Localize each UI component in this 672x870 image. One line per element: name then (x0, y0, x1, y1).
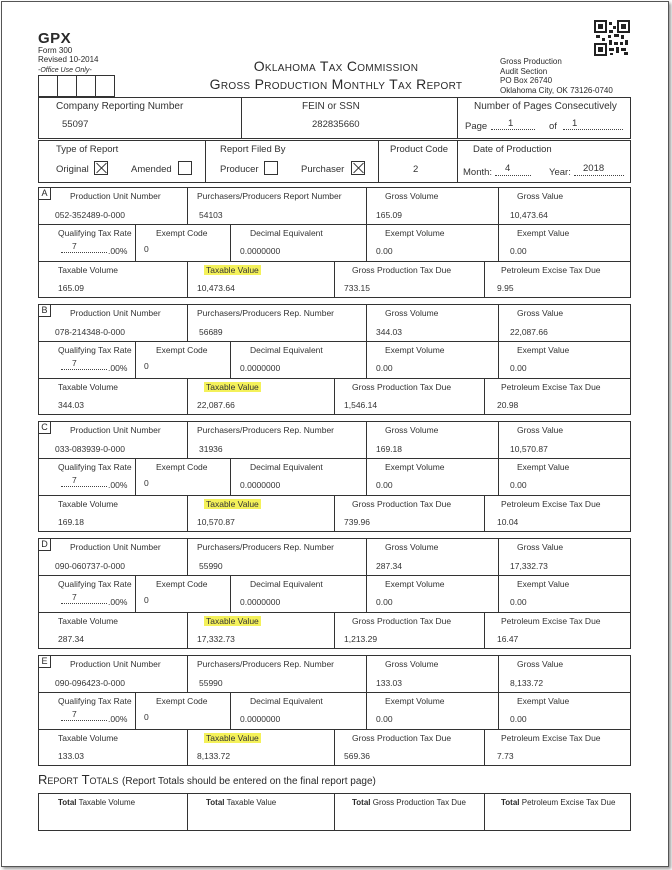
tax-rate-label: Qualifying Tax Rate (58, 345, 132, 355)
gp-tax-due-value[interactable]: 739.96 (344, 517, 370, 527)
office-use-label: -Office Use Only- (38, 67, 92, 74)
exempt-value-label: Exempt Value (517, 579, 570, 589)
company-number-label: Company Reporting Number (56, 101, 184, 112)
gross-volume-value[interactable]: 165.09 (376, 210, 402, 220)
exempt-value-value[interactable]: 0.00 (510, 480, 527, 490)
section-letter: B (38, 304, 51, 317)
divider (38, 575, 631, 576)
divider (187, 495, 188, 532)
pp-number-label: Purchasers/Producers Rep. Number (197, 308, 335, 318)
exempt-code-label: Exempt Code (156, 696, 208, 706)
pe-tax-due-label: Petroleum Excise Tax Due (501, 382, 601, 392)
divider (135, 575, 136, 612)
decimal-value[interactable]: 0.0000000 (240, 714, 281, 724)
gp-tax-due-value[interactable]: 569.36 (344, 751, 370, 761)
unit-number-value[interactable]: 033-083939-0-000 (55, 444, 125, 454)
unit-number-label: Production Unit Number (70, 425, 161, 435)
exempt-volume-label: Exempt Volume (385, 228, 445, 238)
year-value: 2018 (583, 163, 605, 174)
unit-number-value[interactable]: 090-096423-0-000 (55, 678, 125, 688)
exempt-code-value[interactable]: 0 (144, 595, 149, 605)
taxable-value-value[interactable]: 17,332.73 (197, 634, 235, 644)
taxable-volume-label: Taxable Volume (58, 733, 119, 743)
form-number: Form 300 (38, 46, 73, 55)
pp-number-label: Purchasers/Producers Rep. Number (197, 425, 335, 435)
divider (241, 97, 242, 139)
total-pe-tax-label: Petroleum Excise Tax Due (521, 798, 616, 807)
tax-rate-percent: .00% (108, 597, 128, 607)
divider (38, 458, 631, 459)
exempt-volume-value[interactable]: 0.00 (376, 363, 393, 373)
total-gp-tax-label: Gross Production Tax Due (372, 798, 466, 807)
form-code: GPX (38, 30, 72, 47)
taxable-volume-value[interactable]: 133.03 (58, 751, 84, 761)
divider (187, 421, 188, 458)
qr-code-icon (594, 20, 630, 56)
pe-tax-due-label: Petroleum Excise Tax Due (501, 499, 601, 509)
unit-number-label: Production Unit Number (70, 191, 161, 201)
gross-volume-label: Gross Volume (385, 191, 439, 201)
exempt-value-value[interactable]: 0.00 (510, 714, 527, 724)
divider (457, 97, 458, 139)
divider (366, 187, 367, 261)
producer-checkbox[interactable] (264, 161, 278, 175)
pe-tax-due-value[interactable]: 20.98 (497, 400, 519, 410)
exempt-code-label: Exempt Code (156, 579, 208, 589)
divider (187, 793, 188, 831)
gross-value-label: Gross Value (517, 542, 564, 552)
decimal-value[interactable]: 0.0000000 (240, 480, 281, 490)
divider (498, 187, 499, 261)
decimal-label: Decimal Equivalent (250, 462, 323, 472)
taxable-value-value[interactable]: 8,133.72 (197, 751, 231, 761)
unit-number-value[interactable]: 078-214348-0-000 (55, 327, 125, 337)
date-of-production-label: Date of Production (473, 144, 552, 155)
gp-tax-due-value[interactable]: 733.15 (344, 283, 370, 293)
tax-rate-label: Qualifying Tax Rate (58, 696, 132, 706)
tax-rate-field[interactable] (61, 593, 107, 604)
month-value: 4 (505, 163, 511, 174)
taxable-value-label: Taxable Value (206, 733, 259, 743)
total-pe-tax-field[interactable] (501, 798, 615, 807)
page-total-value: 1 (572, 118, 578, 129)
month-label: Month: (463, 167, 493, 178)
divider (135, 692, 136, 729)
unit-number-label: Production Unit Number (70, 659, 161, 669)
taxable-volume-value[interactable]: 344.03 (58, 400, 84, 410)
decimal-value[interactable]: 0.0000000 (240, 246, 281, 256)
month-field[interactable] (495, 165, 531, 176)
decimal-label: Decimal Equivalent (250, 228, 323, 238)
section-letter: E (38, 655, 51, 668)
unit-number-label: Production Unit Number (70, 308, 161, 318)
decimal-value[interactable]: 0.0000000 (240, 363, 281, 373)
exempt-volume-label: Exempt Volume (385, 462, 445, 472)
taxable-value-value[interactable]: 22,087.66 (197, 400, 235, 410)
form-revised: Revised 10-2014 (38, 55, 99, 64)
exempt-value-label: Exempt Value (517, 696, 570, 706)
exempt-code-value[interactable]: 0 (144, 712, 149, 722)
taxable-value-label: Taxable Value (206, 616, 259, 626)
exempt-code-label: Exempt Code (156, 228, 208, 238)
pp-number-label: Purchasers/Producers Rep. Number (197, 659, 335, 669)
original-checkbox[interactable] (94, 161, 108, 175)
gross-value-label: Gross Value (517, 425, 564, 435)
tax-rate-field[interactable] (61, 359, 107, 370)
address-line: PO Box 26740 (500, 76, 553, 85)
divider (38, 224, 631, 225)
exempt-volume-label: Exempt Volume (385, 579, 445, 589)
taxable-value-label: Taxable Value (206, 499, 259, 509)
exempt-volume-value[interactable]: 0.00 (376, 246, 393, 256)
pp-number-value[interactable]: 54103 (199, 210, 223, 220)
divider (334, 378, 335, 415)
exempt-code-value[interactable]: 0 (144, 478, 149, 488)
report-totals-heading (38, 772, 376, 787)
tax-rate-label: Qualifying Tax Rate (58, 228, 132, 238)
taxable-volume-label: Taxable Volume (58, 265, 119, 275)
purchaser-label: Purchaser (301, 164, 345, 175)
divider (135, 341, 136, 378)
divider (230, 341, 231, 378)
exempt-code-value[interactable]: 0 (144, 244, 149, 254)
divider (230, 458, 231, 495)
amended-label: Amended (131, 164, 172, 175)
pages-label: Number of Pages Consecutively (474, 101, 617, 112)
pp-number-label: Purchasers/Producers Report Number (197, 191, 342, 201)
product-code-value[interactable]: 2 (413, 164, 419, 175)
taxable-volume-label: Taxable Volume (58, 499, 119, 509)
exempt-volume-value[interactable]: 0.00 (376, 714, 393, 724)
gross-value-value[interactable]: 8,133.72 (510, 678, 544, 688)
tax-rate-percent: .00% (108, 363, 128, 373)
divider (187, 261, 188, 298)
gp-tax-due-label: Gross Production Tax Due (352, 265, 452, 275)
divider (38, 341, 631, 342)
gross-value-label: Gross Value (517, 308, 564, 318)
producer-label: Producer (220, 164, 259, 175)
gp-tax-due-label: Gross Production Tax Due (352, 733, 452, 743)
unit-number-label: Production Unit Number (70, 542, 161, 552)
taxable-value-value[interactable]: 10,570.87 (197, 517, 235, 527)
pp-number-value[interactable]: 55990 (199, 561, 223, 571)
gross-value-value[interactable]: 10,570.87 (510, 444, 548, 454)
gross-value-value[interactable]: 10,473.64 (510, 210, 548, 220)
exempt-code-label: Exempt Code (156, 345, 208, 355)
tax-rate-value: 7 (72, 358, 77, 368)
divider (187, 655, 188, 692)
amended-checkbox[interactable] (178, 161, 192, 175)
divider (187, 187, 188, 224)
total-taxable-volume-label: Taxable Volume (78, 798, 136, 807)
gross-volume-value[interactable]: 133.03 (376, 678, 402, 688)
pe-tax-due-value[interactable]: 9.95 (497, 283, 514, 293)
of-word: of (549, 121, 557, 132)
form-title-line1: Oklahoma Tax Commission (253, 58, 419, 74)
company-number-value[interactable]: 55097 (62, 119, 89, 130)
report-totals-note: (Report Totals should be entered on the final report page) (122, 776, 376, 787)
divider (38, 692, 631, 693)
divider (484, 261, 485, 298)
exempt-value-label: Exempt Value (517, 462, 570, 472)
exempt-volume-value[interactable]: 0.00 (376, 597, 393, 607)
exempt-value-label: Exempt Value (517, 345, 570, 355)
purchaser-checkbox[interactable] (351, 161, 365, 175)
decimal-label: Decimal Equivalent (250, 696, 323, 706)
taxable-value-label: Taxable Value (206, 382, 259, 392)
mailing-address (500, 57, 613, 95)
pe-tax-due-value[interactable]: 10.04 (497, 517, 519, 527)
pe-tax-due-value[interactable]: 16.47 (497, 634, 519, 644)
total-word: Total (352, 798, 371, 807)
tax-rate-field[interactable] (61, 710, 107, 721)
divider (334, 495, 335, 532)
decimal-label: Decimal Equivalent (250, 579, 323, 589)
section-letter: C (38, 421, 51, 434)
tax-rate-label: Qualifying Tax Rate (58, 579, 132, 589)
gross-volume-value[interactable]: 169.18 (376, 444, 402, 454)
tax-rate-percent: .00% (108, 480, 128, 490)
unit-number-value[interactable]: 090-060737-0-000 (55, 561, 125, 571)
divider (498, 538, 499, 612)
divider (378, 140, 379, 183)
exempt-value-value[interactable]: 0.00 (510, 597, 527, 607)
divider (366, 304, 367, 378)
address-line: Gross Production (500, 57, 562, 66)
pp-number-value[interactable]: 31936 (199, 444, 223, 454)
fein-value[interactable]: 282835660 (312, 119, 360, 130)
decimal-value[interactable]: 0.0000000 (240, 597, 281, 607)
exempt-code-label: Exempt Code (156, 462, 208, 472)
taxable-value-value[interactable]: 10,473.64 (197, 283, 235, 293)
divider (230, 692, 231, 729)
unit-number-value[interactable]: 052-352489-0-000 (55, 210, 125, 220)
exempt-value-label: Exempt Value (517, 228, 570, 238)
pp-number-value[interactable]: 55990 (199, 678, 223, 688)
pe-tax-due-label: Petroleum Excise Tax Due (501, 265, 601, 275)
pe-tax-due-label: Petroleum Excise Tax Due (501, 733, 601, 743)
pe-tax-due-label: Petroleum Excise Tax Due (501, 616, 601, 626)
divider (457, 140, 458, 183)
divider (366, 538, 367, 612)
total-word: Total (58, 798, 77, 807)
taxable-volume-value[interactable]: 169.18 (58, 517, 84, 527)
fein-label: FEIN or SSN (302, 101, 360, 112)
address-line: Oklahoma City, OK 73126-0740 (500, 85, 613, 95)
divider (135, 224, 136, 261)
divider (484, 495, 485, 532)
divider (205, 140, 206, 183)
taxable-volume-value[interactable]: 287.34 (58, 634, 84, 644)
divider (334, 261, 335, 298)
divider (230, 224, 231, 261)
gross-volume-value[interactable]: 344.03 (376, 327, 402, 337)
divider (366, 421, 367, 495)
year-label: Year: (549, 167, 571, 178)
total-taxable-volume-field[interactable] (58, 798, 135, 807)
decimal-label: Decimal Equivalent (250, 345, 323, 355)
divider (187, 538, 188, 575)
gp-tax-due-label: Gross Production Tax Due (352, 616, 452, 626)
divider (484, 612, 485, 649)
gp-tax-due-label: Gross Production Tax Due (352, 382, 452, 392)
gp-tax-due-label: Gross Production Tax Due (352, 499, 452, 509)
pe-tax-due-value[interactable]: 7.73 (497, 751, 514, 761)
tax-rate-field[interactable] (61, 476, 107, 487)
exempt-volume-label: Exempt Volume (385, 696, 445, 706)
divider (334, 793, 335, 831)
gross-value-value[interactable]: 22,087.66 (510, 327, 548, 337)
gross-volume-value[interactable]: 287.34 (376, 561, 402, 571)
divider (498, 421, 499, 495)
divider (498, 655, 499, 729)
gross-volume-label: Gross Volume (385, 659, 439, 669)
divider (498, 304, 499, 378)
divider (484, 378, 485, 415)
pp-number-label: Purchasers/Producers Rep. Number (197, 542, 335, 552)
divider (366, 655, 367, 729)
gross-volume-label: Gross Volume (385, 308, 439, 318)
tax-rate-label: Qualifying Tax Rate (58, 462, 132, 472)
total-taxable-value-field[interactable] (206, 798, 276, 807)
divider (135, 458, 136, 495)
taxable-volume-label: Taxable Volume (58, 382, 119, 392)
total-word: Total (206, 798, 225, 807)
page-number-value: 1 (508, 118, 514, 129)
filed-by-label: Report Filed By (220, 144, 286, 155)
page-word: Page (465, 121, 488, 132)
taxable-value-label: Taxable Value (206, 265, 259, 275)
tax-rate-field[interactable] (61, 242, 107, 253)
divider (187, 304, 188, 341)
pp-number-value[interactable]: 56689 (199, 327, 223, 337)
gp-tax-due-value[interactable]: 1,546.14 (344, 400, 378, 410)
divider (484, 793, 485, 831)
gross-value-label: Gross Value (517, 659, 564, 669)
tax-rate-percent: .00% (108, 714, 128, 724)
taxable-volume-value[interactable]: 165.09 (58, 283, 84, 293)
total-taxable-value-label: Taxable Value (226, 798, 277, 807)
exempt-value-value[interactable]: 0.00 (510, 363, 527, 373)
form-title-line2: Gross Production Monthly Tax Report (209, 76, 463, 92)
exempt-code-value[interactable]: 0 (144, 361, 149, 371)
divider (230, 575, 231, 612)
tax-rate-value: 7 (72, 241, 77, 251)
tax-rate-value: 7 (72, 475, 77, 485)
tax-rate-value: 7 (72, 709, 77, 719)
gp-tax-due-value[interactable]: 1,213.29 (344, 634, 378, 644)
tax-rate-percent: .00% (108, 246, 128, 256)
divider (187, 729, 188, 766)
divider (187, 378, 188, 415)
total-word: Total (501, 798, 520, 807)
section-letter: A (38, 187, 51, 200)
divider (484, 729, 485, 766)
report-totals-title: Report Totals (38, 772, 119, 787)
exempt-value-value[interactable]: 0.00 (510, 246, 527, 256)
tax-rate-value: 7 (72, 592, 77, 602)
divider (187, 612, 188, 649)
gross-volume-label: Gross Volume (385, 425, 439, 435)
original-label: Original (56, 164, 89, 175)
total-gp-tax-field[interactable] (352, 798, 466, 807)
gross-value-label: Gross Value (517, 191, 564, 201)
gross-value-value[interactable]: 17,332.73 (510, 561, 548, 571)
product-code-label: Product Code (390, 144, 449, 155)
report-type-label: Type of Report (56, 144, 119, 155)
taxable-volume-label: Taxable Volume (58, 616, 119, 626)
divider (334, 612, 335, 649)
divider (334, 729, 335, 766)
section-letter: D (38, 538, 51, 551)
address-line: Audit Section (500, 66, 548, 76)
exempt-volume-value[interactable]: 0.00 (376, 480, 393, 490)
gross-volume-label: Gross Volume (385, 542, 439, 552)
exempt-volume-label: Exempt Volume (385, 345, 445, 355)
